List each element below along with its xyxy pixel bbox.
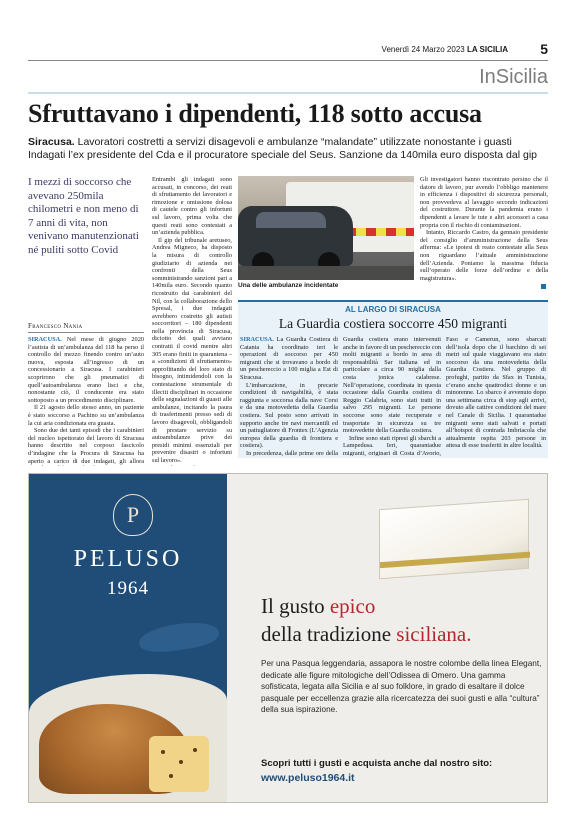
brand-name: PELUSO <box>73 546 183 572</box>
section-title: InSicilia <box>479 66 548 88</box>
issue-date: Venerdì 24 Marzo 2023 LA SICILIA <box>381 45 508 54</box>
chocolate-chip <box>179 760 183 764</box>
brand-year: 1964 <box>107 578 149 599</box>
product-box-image <box>379 499 529 579</box>
chocolate-chip <box>161 750 165 754</box>
byline: Francesco Nania <box>28 322 83 330</box>
newspaper-name: LA SICILIA <box>466 45 508 54</box>
article-column-3: Gli investigatori hanno riscontrato persino che il datore di lavoro, pur avendo l’obbligo mantenere in efficienza i dispositivi di sicurezza personali, non provvedeva al lavaggio secondo indicazioni del costruttore. Durante la pandemia erano i dipendenti a lavare le tute e altri accessori a casa propria con il rischio di contaminazioni. Intanto, Riccardo Castro, da gennaio presidente del consiglio d’amministrazione della Seus afferma: «Le ipotesi di reato contestate alla Seus non riguardano l’attuale amministrazione dell’Azienda. Poniamo la massima fiducia sull’operato delle forze dell’ordine e della magistratura». <box>420 176 548 282</box>
dateline: SIRACUSA. <box>240 336 274 343</box>
deck-place: Siracusa. <box>28 136 75 148</box>
page-number: 5 <box>540 41 548 57</box>
pull-quote: I mezzi di soccorso che avevano 250mila chilometri e non meno di 7 anni di vita, non venivano manutenzionati né puliti sotto Covid <box>28 176 139 256</box>
peluso-advert[interactable] <box>28 473 548 803</box>
sidebar-kicker: AL LARGO DI SIRACUSA <box>345 305 441 314</box>
dove-icon <box>138 619 221 656</box>
article-headline: Sfruttavano i dipendenti, 118 sotto accusa <box>28 99 482 128</box>
article-column-2: Entrambi gli indagati sono accusati, in concorso, dei reati di sfruttamento dei lavoratori e rimozione e omissione dolosa di cautele contro gli infortuni sul lavoro, prima volta che questi reati sono contestati a un’azienda pubblica. Il gip del tribunale aretuseo, Andrea Migneco, ha disposto la misura di controllo giudiziario di azienda nei confronti della Seus somministrando sanzioni pari a 140mila euro. Secondo quanto ricostruito dai carabinieri del Nil, con la collaborazione dello Spresal, i due indagati avrebbero costretto gli autisti soccorritori – 180 dipendenti nella provincia di Siracusa, diciotto dei quali avviano contratti il covid mentre altri 305 erano finiti in quarantena – a «condizioni di sfruttamento» approfittando del loro stato di bisogno, intimidendoli con la contestazione strumentale di illeciti disciplinari in occasione delle segnalazioni di guasti alle ambulanze, incitando la paura di trasferimenti presso sedi di lavoro disagevoli, obbligandoli di prestare servizio su autoambulanze prive dei presidi minimi essenziali per prevenire disastri o infortuni sul lavoro». <box>152 176 232 464</box>
brand-emblem: P <box>113 494 153 536</box>
photo-caption: Una delle ambulanze incidentate <box>238 282 339 289</box>
dateline: SIRACUSA. <box>28 336 62 343</box>
advert-brand-panel <box>29 474 227 803</box>
byline-rule <box>28 332 144 333</box>
section-rule <box>28 92 548 94</box>
chocolate-chip <box>193 748 197 752</box>
page-header <box>32 41 548 60</box>
sidebar-column-3: Faso e Camerun, sono sbarcati dell’isola dopo che il barchino di sei metri sul quale viaggiavano era stato soccorso da una motovedetta della Guardia Costiera. Nel gruppo di profughi, partito da Sfax in Tunisia, c’erano anche quattrodici donne e un minorenne. Lo sbarco è avvenuto dopo una settimana circa di stop agli arrivi, dovuto alle cattive condizioni del mare nel Canale di Sicilia. I quarantadue migranti sono stati salvati e portati all’hotspot di contrada Imbriacola che attualmente ospita 203 persone in attesa di esse trasferiti in altre località. <box>446 336 546 450</box>
ground <box>238 266 414 280</box>
deck-text: Lavoratori costretti a servizi disagevoli e ambulanze “malandate” utilizzate nonostante i guasti Indagati l’ex presidente del Cda e il procuratore speciale del Seus. Sanzione da 140mila euro disposta dal gip <box>28 136 537 161</box>
car-window <box>256 212 326 228</box>
advert-cta: Scopri tutti i gusti e acquista anche dal nostro sito: <box>261 758 493 769</box>
advert-slogan-line-2: della tradizione siciliana. <box>261 622 472 646</box>
advert-url-link[interactable]: www.peluso1964.it <box>261 772 355 784</box>
chocolate-chip <box>169 774 173 778</box>
sidebar-headline: La Guardia costiera soccorre 450 migranti <box>278 316 508 331</box>
header-rule <box>28 60 548 61</box>
cake-slice-image <box>149 736 209 792</box>
sidebar-column-1: SIRACUSA. La Guardia Costiera di Catania ha coordinato ieri le operazioni di soccorso per 450 migranti che si trovavano a bordo di un peschereccio a 100 miglia a Est di Siracusa. L’imbarcazione, in precarie condizioni di navigabilità, è stata raggiunta e soccorsa dalla nave Corsi e da una motovedetta della Guardia costiera. Sul posto sono arrivati in supporto anche tre navi mercantili ed un pattugliatore di Frontex (L’Agenzia europea della guardia di frontiera e costiera). In precedenza, dalle prime ore della <box>240 336 338 456</box>
advert-slogan-line-1: Il gusto epico <box>261 594 376 618</box>
article-column-1: SIRACUSA. Nel mese di giugno 2020 l’autista di un’ambulanza del 118 ha perso il controllo del mezzo finendo contro un’auto nuova, esposta all’ingresso di un concessionario a Siracusa. I carabinieri scoprirono che gli pneumatici di quell’autoambulanza erano lisci e che, nonostante ciò, il conducente era stato sottoposto a un procedimento disciplinare. Il 21 agosto dello stesso anno, un paziente è stato soccorso a Pachino su un’ambulanza la cui aria condizionata era guasta. Sono due dei tanti episodi che i carabinieri del nucleo ispettorato del lavoro di Siracusa hanno descritto nel corposo fascicolo d’indagine che la Procura di Siracusa ha aperto a carico di due indagati, gli allora <box>28 336 144 465</box>
article-deck <box>28 136 548 162</box>
advert-copy: Per una Pasqua leggendaria, assapora le nostre colombe della linea Elegant, dedicate alle figure mitologiche dell’Odissea di Omero. Una gamma sofisticata, legata alla Sicilia e al suo folklore, in grado di esaltare il dolce pasquale per eccellenza grazie alla ricercatezza dei suoi gusti e alla “cultura” della sua ispirazione. <box>261 659 542 715</box>
sidebar-column-2: Guardia costiera erano intervenuti anche in favore di un peschereccio con molti migranti a bordo in area di responsabilità Sar italiana ed in particolare a circa 90 miglia dalla costa jonica calabrese. Nell’operazione, coordinata in questa occasione dalla Guardia costiera di Reggio Calabria, sono stati tratti in salvo 295 migranti. Le persone soccorse sono state recuperate e trasportate in sicurezza su tre motovedette della Guardia costiera. Infine sono stati ripresi gli sbarchi a Lampedusa. Ieri, quarantadue migranti, originari di Costa d’Avorio, <box>343 336 441 456</box>
box-gold-band <box>380 552 530 568</box>
end-mark <box>541 284 546 289</box>
ambulance-photo <box>238 176 414 280</box>
